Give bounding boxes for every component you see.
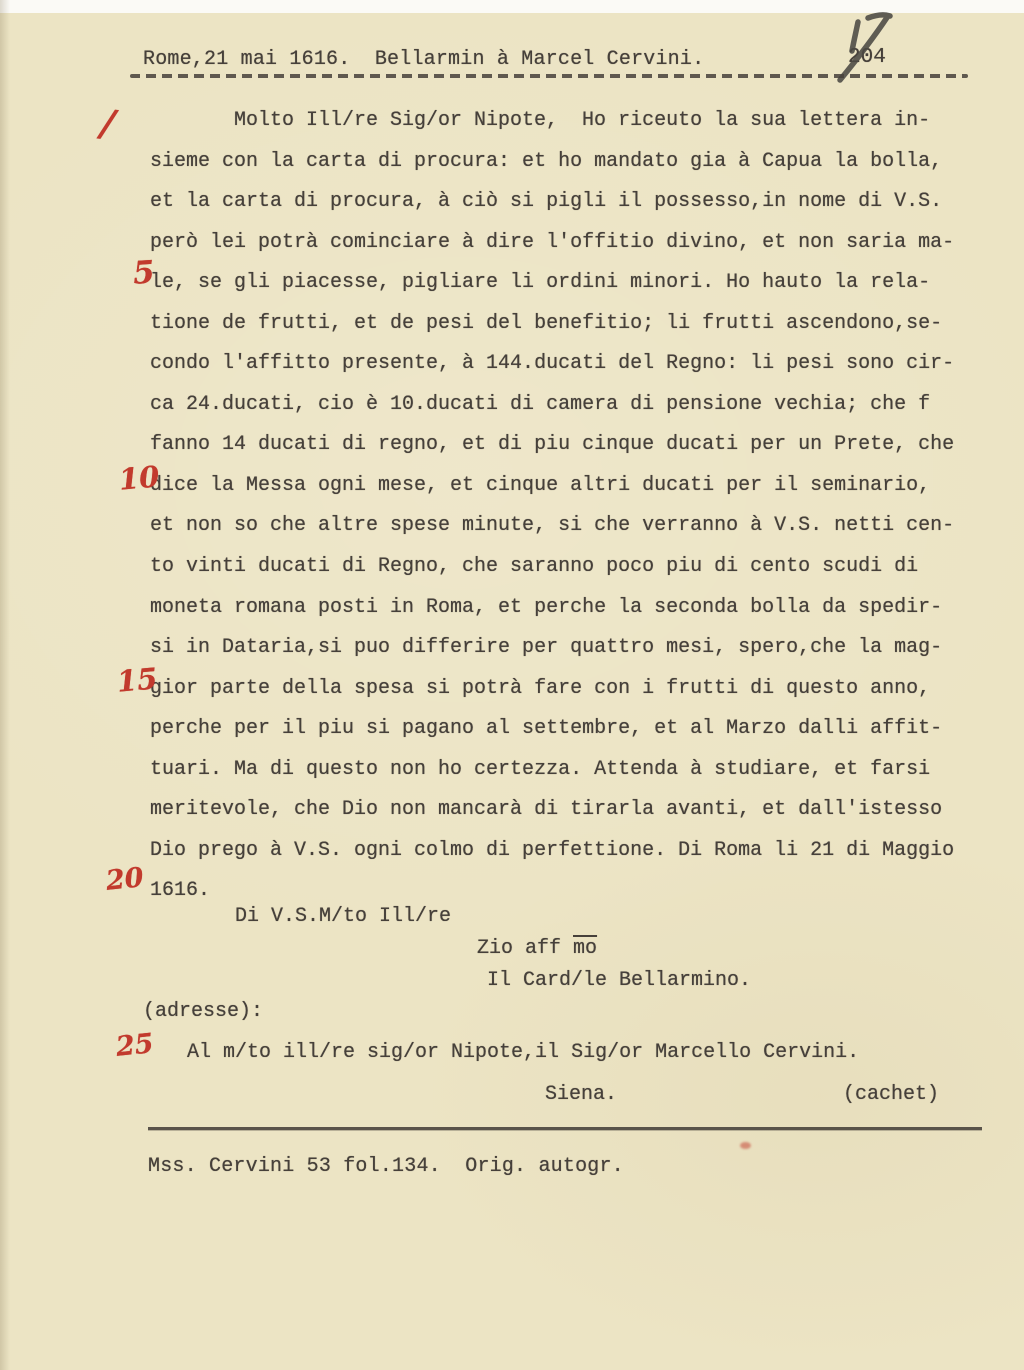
letter-line: meritevole, che Dio non mancarà di tirarla avanti, et dall'istesso	[150, 798, 943, 822]
address-line: Al m/to ill/re sig/or Nipote,il Sig/or Marcello Cervini.	[187, 1041, 860, 1064]
letter-line: le, se gli piacesse, pigliare li ordini minori. Ho hauto la rela-	[150, 271, 931, 295]
margin-line-number-20: 20	[104, 862, 146, 897]
letter-line: condo l'affitto presente, à 144.ducati del Regno: li pesi sono cir-	[150, 352, 955, 376]
closing-sender-line: Di V.S.M/to Ill/re	[235, 905, 452, 928]
header-dashed-rule	[130, 74, 968, 78]
letter-line: 1616.	[150, 879, 211, 903]
address-city: Siena.	[545, 1083, 618, 1106]
typed-folio-number: 204	[848, 46, 886, 69]
letter-line: però lei potrà cominciare à dire l'offitio divino, et non saria ma-	[150, 230, 955, 254]
scan-edge-left	[0, 0, 10, 1370]
letter-line: dice la Messa ogni mese, et cinque altri ducati per il seminario,	[150, 473, 931, 497]
margin-line-number-15: 15	[115, 661, 159, 699]
address-label: (adresse):	[143, 1000, 264, 1023]
letter-line: et la carta di procura, à ciò si pigli il possesso,in nome di V.S.	[150, 190, 943, 214]
closing-signature-name: Il Card/le Bellarmino.	[487, 969, 752, 992]
margin-line-number-1: /	[98, 100, 117, 146]
letter-line: gior parte della spesa si potrà fare con i frutti di questo anno,	[150, 676, 931, 700]
handwritten-folio-number-mark	[818, 6, 918, 91]
header-title: Rome,21 mai 1616. Bellarmin à Marcel Cervini.	[143, 48, 705, 71]
margin-line-number-10: 10	[117, 459, 161, 497]
letter-body	[150, 101, 990, 912]
footer-manuscript-reference: Mss. Cervini 53 fol.134. Orig. autogr.	[148, 1155, 624, 1178]
letter-line: Molto Ill/re Sig/or Nipote, Ho riceuto la sua lettera in-	[234, 109, 931, 132]
closing-signature-role	[477, 937, 597, 960]
letter-line: Dio prego à V.S. ogni colmo di perfettione. Di Roma li 21 di Maggio	[150, 838, 955, 862]
address-cachet-note: (cachet)	[843, 1083, 940, 1106]
letter-line: perche per il piu si pagano al settembre, et al Marzo dalli affit-	[150, 717, 943, 741]
letter-line: ca 24.ducati, cio è 10.ducati di camera di pensione vechia; che f	[150, 392, 931, 416]
letter-line: sieme con la carta di procura: et ho mandato gia à Capua la bolla,	[150, 149, 943, 173]
signature-role-abbreviation: $\overline{mo}$	[573, 937, 598, 960]
margin-line-number-5: 5	[131, 254, 156, 292]
letter-line: si in Dataria,si puo differire per quattro mesi, spero,che la mag-	[150, 636, 943, 660]
red-ink-speck	[740, 1142, 751, 1149]
letter-line: to vinti ducati di Regno, che saranno poco piu di cento scudi di	[150, 555, 919, 579]
letter-line: tione de frutti, et de pesi del benefitio; li frutti ascendono,se-	[150, 311, 943, 335]
letter-line: moneta romana posti in Roma, et perche la seconda bolla da spedir-	[150, 595, 943, 619]
margin-line-number-25: 25	[114, 1028, 156, 1063]
signature-role-prefix: Zio aff	[477, 937, 574, 960]
letter-line: et non so che altre spese minute, si che verranno à V.S. netti cen-	[150, 514, 955, 538]
footer-rule	[148, 1127, 982, 1130]
letter-line: tuari. Ma di questo non ho certezza. Attenda à studiare, et farsi	[150, 757, 931, 781]
letter-line: fanno 14 ducati di regno, et di piu cinque ducati per un Prete, che	[150, 433, 955, 457]
